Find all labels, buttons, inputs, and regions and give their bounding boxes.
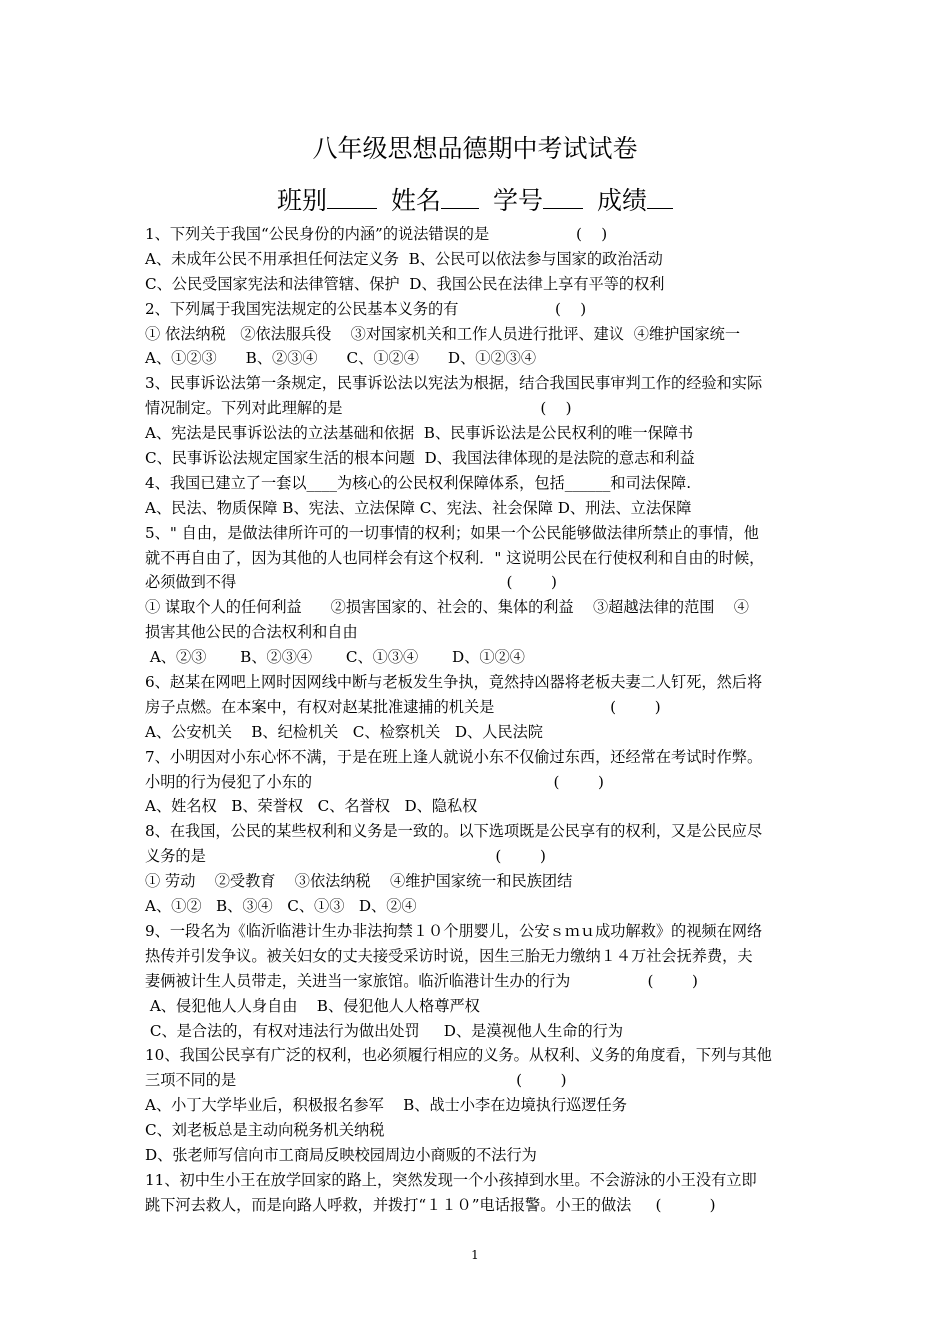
info-field-blank[interactable] xyxy=(647,184,673,209)
text-line: A、宪法是民事诉讼法的立法基础和依据 B、民事诉讼法是公民权利的唯一保障书 xyxy=(145,424,694,443)
text-line: 妻俩被计生人员带走，关进当一家旅馆。临沂临港计生办的行为 ( ) xyxy=(145,971,698,990)
text-line: A、②③ B、②③④ C、①③④ D、①②④ xyxy=(145,648,525,667)
text-line: 6、赵某在网吧上网时因网线中断与老板发生争执，竟然持凶器将老板夫妻二人钉死，然后将 xyxy=(145,673,763,692)
text-line: C、刘老板总是主动向税务机关纳税 xyxy=(145,1121,385,1140)
text-line: 11、初中生小王在放学回家的路上，突然发现一个小孩掉到水里。不会游泳的小王没有立即 xyxy=(145,1170,757,1189)
text-line: 情况制定。下列对此理解的是 ( ) xyxy=(145,399,572,418)
text-line: ① 谋取个人的任何利益 ②损害国家的、社会的、集体的利益 ③超越法律的范围 ④ xyxy=(145,598,749,617)
text-line: 9、一段名为《临沂临港计生办非法拘禁１０个朋婴儿，公安ｓｍｕ成功解救》的视频在网络 xyxy=(145,921,763,940)
text-line: D、张老师写信向市工商局反映校园周边小商贩的不法行为 xyxy=(145,1145,537,1164)
text-line: 损害其他公民的合法权利和自由 xyxy=(145,623,358,642)
text-line: C、公民受国家宪法和法律管辖、保护 D、我国公民在法律上享有平等的权利 xyxy=(145,274,665,293)
text-line: 热传并引发争议。被关妇女的丈夫接受采访时说，因生三胎无力缴纳１４万社会抚养费，夫 xyxy=(145,946,753,965)
text-line: A、姓名权 B、荣誉权 C、名誉权 D、隐私权 xyxy=(145,797,478,816)
info-field-label: 成绩 xyxy=(597,186,648,215)
text-line: A、民法、物质保障 B、宪法、立法保障 C、宪法、社会保障 D、刑法、立法保障 xyxy=(145,498,692,517)
text-line: A、公安机关 B、纪检机关 C、检察机关 D、人民法院 xyxy=(145,722,543,741)
text-line: 小明的行为侵犯了小东的 ( ) xyxy=(145,772,604,791)
info-field-label: 班别 xyxy=(276,186,327,215)
text-line: A、侵犯他人人身自由 B、侵犯他人人格尊严权 xyxy=(145,996,480,1015)
text-line: ① 依法纳税 ②依法服兵役 ③对国家机关和工作人员进行批评、建议 ④维护国家统一 xyxy=(145,324,741,343)
text-line: 房子点燃。在本案中，有权对赵某批准逮捕的机关是 ( ) xyxy=(145,697,661,716)
text-line: A、①②③ B、②③④ C、①②④ D、①②③④ xyxy=(145,349,537,368)
info-field-blank[interactable] xyxy=(543,184,583,209)
text-line: 跳下河去救人，而是向路人呼救，并拨打“１１０”电话报警。小王的做法 ( ) xyxy=(145,1195,716,1214)
info-field-label: 姓名 xyxy=(390,186,441,215)
text-line: 4、我国已建立了一套以____为核心的公民权利保障体系，包括______和司法保障. xyxy=(145,473,692,492)
text-line: 三项不同的是 ( ) xyxy=(145,1071,567,1090)
text-line: A、①② B、③④ C、①③ D、②④ xyxy=(145,897,417,916)
page-title: 八年级思想品德期中考试试卷 xyxy=(312,134,638,163)
text-line: ① 劳动 ②受教育 ③依法纳税 ④维护国家统一和民族团结 xyxy=(145,872,573,891)
info-field xyxy=(391,186,479,215)
text-line: 8、在我国，公民的某些权利和义务是一致的。以下选项既是公民享有的权利，又是公民应尽 xyxy=(145,822,763,841)
text-line: C、是合法的，有权对违法行为做出处罚 D、是漠视他人生命的行为 xyxy=(145,1021,624,1040)
info-field xyxy=(597,186,673,215)
info-field-blank[interactable] xyxy=(327,184,377,209)
question-body xyxy=(145,222,817,1218)
text-line: A、未成年公民不用承担任何法定义务 B、公民可以依法参与国家的政治活动 xyxy=(145,249,663,268)
info-field-blank[interactable] xyxy=(441,184,479,209)
text-line: 1、下列关于我国“公民身份的内涵”的说法错误的是 ( ) xyxy=(145,225,608,243)
text-line: 义务的是 ( ) xyxy=(145,847,546,866)
text-line: 3、民事诉讼法第一条规定，民事诉讼法以宪法为根据，结合我国民事审判工作的经验和实际 xyxy=(145,374,763,393)
text-line: 7、小明因对小东心怀不满，于是在班上逢人就说小东不仅偷过东西，还经常在考试时作弊。 xyxy=(145,747,763,766)
info-field-label: 学号 xyxy=(493,186,544,215)
text-line: 5、" 自由，是做法律所许可的一切事情的权利；如果一个公民能够做法律所禁止的事情，他 xyxy=(145,523,759,542)
text-line: 2、下列属于我国宪法规定的公民基本义务的有 ( ) xyxy=(145,299,587,318)
student-info-fields xyxy=(0,183,950,219)
text-line: 就不再自由了，因为其他的人也同样会有这个权利．" 这说明公民在行使权利和自由的时候， xyxy=(145,548,765,567)
text-line: A、小丁大学毕业后，积极报名参军 B、战士小李在边境执行巡逻任务 xyxy=(145,1096,627,1115)
info-field xyxy=(493,186,583,215)
text-line: 10、我国公民享有广泛的权利，也必须履行相应的义务。从权利、义务的角度看，下列与其他 xyxy=(145,1046,772,1065)
page-number: 1 xyxy=(471,1248,479,1262)
text-line: C、民事诉讼法规定国家生活的根本问题 D、我国法律体现的是法院的意志和利益 xyxy=(145,449,695,468)
info-field xyxy=(277,186,377,215)
text-line: 必须做到不得 ( ) xyxy=(145,573,557,592)
